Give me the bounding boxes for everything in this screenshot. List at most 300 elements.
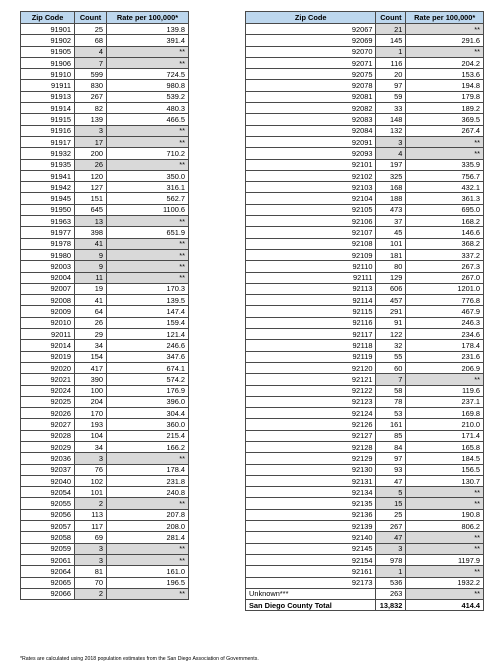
table-row [21,272,189,283]
rate-cell: 695.0 [406,204,484,215]
rate-cell: 246.6 [107,340,189,351]
zip-code-cell: 92135 [246,498,376,509]
count-cell: 200 [75,148,107,159]
zip-code-cell: 91901 [21,24,75,35]
count-cell: 80 [376,261,406,272]
zip-code-cell: 92065 [21,577,75,588]
table-row [246,69,484,80]
table-row [246,193,484,204]
table-row [21,453,189,464]
count-header: Count [75,12,107,24]
table-row [21,283,189,294]
zip-code-cell: 92014 [21,340,75,351]
table-row [21,521,189,532]
zip-code-cell: 91905 [21,46,75,57]
rate-cell: 710.2 [107,148,189,159]
count-cell: 267 [75,91,107,102]
count-cell: 84 [376,441,406,452]
rate-cell: 467.9 [406,306,484,317]
zip-code-cell: 91935 [21,159,75,170]
count-cell: 116 [376,57,406,68]
rate-cell: 231.8 [107,475,189,486]
count-cell: 2 [75,588,107,599]
count-cell: 3 [75,125,107,136]
zip-code-cell: 92082 [246,103,376,114]
rate-cell: ** [107,46,189,57]
rate-cell: 980.8 [107,80,189,91]
table-row [246,521,484,532]
table-row [246,329,484,340]
table-row [21,103,189,114]
table-row [21,91,189,102]
zip-code-cell: 92173 [246,577,376,588]
table-row [246,182,484,193]
table-row [246,577,484,588]
count-cell: 104 [75,430,107,441]
zip-code-cell: 92075 [246,69,376,80]
count-cell: 3 [75,453,107,464]
count-cell: 536 [376,577,406,588]
rate-cell: 169.8 [406,408,484,419]
count-cell: 606 [376,283,406,294]
count-cell: 398 [75,227,107,238]
table-row [21,351,189,362]
rate-cell: 316.1 [107,182,189,193]
zip-code-cell: 92083 [246,114,376,125]
zip-code-cell: 92003 [21,261,75,272]
count-cell: 34 [75,340,107,351]
rate-cell: 166.2 [107,441,189,452]
unknown-label: Unknown*** [246,588,376,599]
zip-code-cell: 92066 [21,588,75,599]
rate-cell: 170.3 [107,283,189,294]
table-row [21,566,189,577]
count-cell: 139 [75,114,107,125]
zip-code-cell: 92126 [246,419,376,430]
table-row [21,216,189,227]
table-row [21,182,189,193]
rate-cell: 208.0 [107,521,189,532]
count-cell: 59 [376,91,406,102]
count-cell: 45 [376,227,406,238]
rate-cell: 159.4 [107,317,189,328]
rate-cell: 206.9 [406,362,484,373]
count-cell: 7 [376,374,406,385]
rate-cell: 574.2 [107,374,189,385]
zip-code-cell: 92127 [246,430,376,441]
table-row [246,261,484,272]
zip-code-cell: 92021 [21,374,75,385]
zip-code-cell: 92071 [246,57,376,68]
count-cell: 53 [376,408,406,419]
count-cell: 60 [376,362,406,373]
zip-code-cell: 91902 [21,35,75,46]
table-row [246,103,484,114]
table-row [246,487,484,498]
count-cell: 17 [75,136,107,147]
zip-code-cell: 92064 [21,566,75,577]
rate-cell: ** [107,125,189,136]
rate-cell: ** [406,136,484,147]
table-row [246,159,484,170]
table-row [21,193,189,204]
count-cell: 26 [75,159,107,170]
table-row [21,340,189,351]
zip-code-cell: 92130 [246,464,376,475]
zip-code-cell: 92084 [246,125,376,136]
zip-code-cell: 91963 [21,216,75,227]
count-cell: 76 [75,464,107,475]
count-cell: 58 [376,385,406,396]
rate-cell: 178.4 [107,464,189,475]
count-cell: 47 [376,532,406,543]
table-row [21,69,189,80]
count-cell: 20 [376,69,406,80]
count-cell: 161 [376,419,406,430]
rate-cell: ** [107,238,189,249]
rate-cell: 432.1 [406,182,484,193]
rate-cell: ** [406,374,484,385]
rate-cell: ** [107,453,189,464]
count-cell: 102 [75,475,107,486]
zip-code-cell: 92109 [246,249,376,260]
zip-code-cell: 92118 [246,340,376,351]
rate-cell: ** [406,148,484,159]
zip-code-cell: 92110 [246,261,376,272]
zip-code-cell: 92055 [21,498,75,509]
rate-header: Rate per 100,000* [406,12,484,24]
zip-code-header: Zip Code [246,12,376,24]
table-row [246,227,484,238]
count-cell: 122 [376,329,406,340]
rate-cell: ** [406,46,484,57]
count-cell: 32 [376,340,406,351]
zip-code-cell: 92069 [246,35,376,46]
zip-code-cell: 92054 [21,487,75,498]
zip-code-cell: 92037 [21,464,75,475]
count-cell: 645 [75,204,107,215]
table-row [21,554,189,565]
rate-cell: ** [107,272,189,283]
rate-cell: 161.0 [107,566,189,577]
rate-cell: 267.0 [406,272,484,283]
zip-code-cell: 91932 [21,148,75,159]
count-cell: 1 [376,566,406,577]
rate-cell: 1932.2 [406,577,484,588]
count-cell: 4 [376,148,406,159]
count-cell: 291 [376,306,406,317]
rate-cell: ** [406,532,484,543]
count-cell: 599 [75,69,107,80]
rate-cell: 267.4 [406,125,484,136]
count-cell: 2 [75,498,107,509]
rate-cell: 234.6 [406,329,484,340]
zip-code-header: Zip Code [21,12,75,24]
zip-code-cell: 92093 [246,148,376,159]
table-row [246,317,484,328]
zip-code-cell: 92020 [21,362,75,373]
zip-code-cell: 92026 [21,408,75,419]
table-row [246,441,484,452]
count-cell: 93 [376,464,406,475]
table-row [21,57,189,68]
unknown-row [246,588,484,599]
rate-cell: 291.6 [406,35,484,46]
table-row [246,91,484,102]
rate-cell: 176.9 [107,385,189,396]
zip-code-cell: 92131 [246,475,376,486]
table-row [21,80,189,91]
rate-cell: ** [107,543,189,554]
zip-code-cell: 92070 [246,46,376,57]
count-cell: 100 [75,385,107,396]
table-row [246,532,484,543]
rate-cell: ** [107,57,189,68]
table-row [246,216,484,227]
table-row [246,170,484,181]
zip-table-left [20,11,189,600]
rate-cell: ** [107,554,189,565]
rate-cell: 724.5 [107,69,189,80]
table-row [21,46,189,57]
zip-code-cell: 92101 [246,159,376,170]
count-cell: 120 [75,170,107,181]
rate-cell: ** [406,566,484,577]
zip-code-cell: 92136 [246,509,376,520]
count-cell: 25 [376,509,406,520]
rate-cell: 347.6 [107,351,189,362]
count-cell: 25 [75,24,107,35]
table-row [246,148,484,159]
zip-code-cell: 92106 [246,216,376,227]
table-row [21,509,189,520]
count-cell: 34 [75,441,107,452]
table-row [21,577,189,588]
table-row [246,57,484,68]
zip-code-cell: 91980 [21,249,75,260]
table-row [21,249,189,260]
count-cell: 3 [376,543,406,554]
zip-code-cell: 92025 [21,396,75,407]
table-row [246,46,484,57]
table-row [21,227,189,238]
zip-code-cell: 91911 [21,80,75,91]
count-cell: 97 [376,80,406,91]
zip-table-right [245,11,484,611]
count-cell: 830 [75,80,107,91]
count-cell: 193 [75,419,107,430]
count-cell: 3 [376,136,406,147]
unknown-count: 263 [376,588,406,599]
rate-cell: ** [107,261,189,272]
count-cell: 82 [75,103,107,114]
zip-code-cell: 92036 [21,453,75,464]
count-cell: 70 [75,577,107,588]
table-row [21,24,189,35]
count-cell: 41 [75,238,107,249]
unknown-rate: ** [406,588,484,599]
zip-code-cell: 91917 [21,136,75,147]
zip-code-cell: 91941 [21,170,75,181]
count-cell: 11 [75,272,107,283]
rate-cell: 651.9 [107,227,189,238]
table-row [21,295,189,306]
zip-code-cell: 92140 [246,532,376,543]
rate-cell: 168.2 [406,216,484,227]
zip-code-cell: 91950 [21,204,75,215]
count-cell: 85 [376,430,406,441]
count-cell: 390 [75,374,107,385]
table-row [21,317,189,328]
rate-cell: 210.0 [406,419,484,430]
count-cell: 5 [376,487,406,498]
rate-cell: 165.8 [406,441,484,452]
table-row [246,114,484,125]
zip-code-cell: 92059 [21,543,75,554]
rate-cell: 171.4 [406,430,484,441]
rate-cell: 1100.6 [107,204,189,215]
rate-cell: 237.1 [406,396,484,407]
table-row [21,532,189,543]
rate-cell: 361.3 [406,193,484,204]
table-row [246,136,484,147]
rate-cell: ** [107,159,189,170]
table-row [246,498,484,509]
zip-code-cell: 92040 [21,475,75,486]
zip-code-cell: 92154 [246,554,376,565]
total-label: San Diego County Total [246,600,376,611]
count-cell: 47 [376,475,406,486]
zip-code-cell: 91977 [21,227,75,238]
rate-cell: 369.5 [406,114,484,125]
zip-code-cell: 91945 [21,193,75,204]
rate-cell: ** [406,24,484,35]
count-cell: 1 [376,46,406,57]
table-row [246,385,484,396]
table-row [246,453,484,464]
table-row [246,283,484,294]
zip-code-cell: 91906 [21,57,75,68]
rate-cell: 1197.9 [406,554,484,565]
table-row [21,588,189,599]
table-row [246,125,484,136]
right-table-body [246,24,484,589]
count-cell: 33 [376,103,406,114]
count-cell: 204 [75,396,107,407]
table-row [21,148,189,159]
rate-cell: 335.9 [406,159,484,170]
count-cell: 101 [75,487,107,498]
table-row [246,340,484,351]
count-cell: 97 [376,453,406,464]
count-cell: 19 [75,283,107,294]
zip-code-cell: 92104 [246,193,376,204]
rate-cell: 231.6 [406,351,484,362]
zip-code-cell: 92139 [246,521,376,532]
zip-code-cell: 92129 [246,453,376,464]
table-row [21,385,189,396]
table-row [21,204,189,215]
rate-cell: ** [107,588,189,599]
count-cell: 41 [75,295,107,306]
count-cell: 91 [376,317,406,328]
count-cell: 181 [376,249,406,260]
zip-code-cell: 92024 [21,385,75,396]
zip-code-cell: 92119 [246,351,376,362]
left-table-body [21,24,189,600]
count-cell: 117 [75,521,107,532]
count-cell: 101 [376,238,406,249]
rate-cell: ** [406,498,484,509]
table-row [246,362,484,373]
rate-cell: 119.6 [406,385,484,396]
rate-cell: 368.2 [406,238,484,249]
zip-code-cell: 92061 [21,554,75,565]
table-row [246,475,484,486]
count-cell: 64 [75,306,107,317]
zip-code-cell: 92029 [21,441,75,452]
table-row [246,295,484,306]
table-row [21,136,189,147]
table-row [246,272,484,283]
count-cell: 267 [376,521,406,532]
table-row [246,249,484,260]
footnote: *Rates are calculated using 2018 population estimates from the San Diego Association of Governments. [20,656,259,662]
table-row [246,238,484,249]
total-row [246,600,484,611]
zip-code-cell: 92107 [246,227,376,238]
table-row [21,374,189,385]
table-row [21,475,189,486]
table-row [21,362,189,373]
zip-code-cell: 91915 [21,114,75,125]
table-row [246,419,484,430]
rate-cell: 466.5 [107,114,189,125]
count-cell: 170 [75,408,107,419]
zip-code-cell: 92091 [246,136,376,147]
rate-cell: 806.2 [406,521,484,532]
count-cell: 37 [376,216,406,227]
count-cell: 417 [75,362,107,373]
table-row [21,261,189,272]
rate-cell: 184.5 [406,453,484,464]
rate-cell: 337.2 [406,249,484,260]
count-cell: 148 [376,114,406,125]
count-cell: 9 [75,249,107,260]
rate-cell: 240.8 [107,487,189,498]
count-cell: 21 [376,24,406,35]
count-cell: 197 [376,159,406,170]
count-cell: 325 [376,170,406,181]
rate-cell: 196.5 [107,577,189,588]
total-rate: 414.4 [406,600,484,611]
table-row [246,566,484,577]
table-row [21,419,189,430]
rate-cell: ** [107,498,189,509]
count-cell: 129 [376,272,406,283]
rate-cell: 396.0 [107,396,189,407]
rate-cell: 350.0 [107,170,189,181]
total-count: 13,832 [376,600,406,611]
rate-cell: 360.0 [107,419,189,430]
count-header: Count [376,12,406,24]
zip-code-cell: 91942 [21,182,75,193]
zip-code-cell: 92010 [21,317,75,328]
rate-cell: 246.3 [406,317,484,328]
count-cell: 26 [75,317,107,328]
zip-code-cell: 92078 [246,80,376,91]
rate-cell: 776.8 [406,295,484,306]
